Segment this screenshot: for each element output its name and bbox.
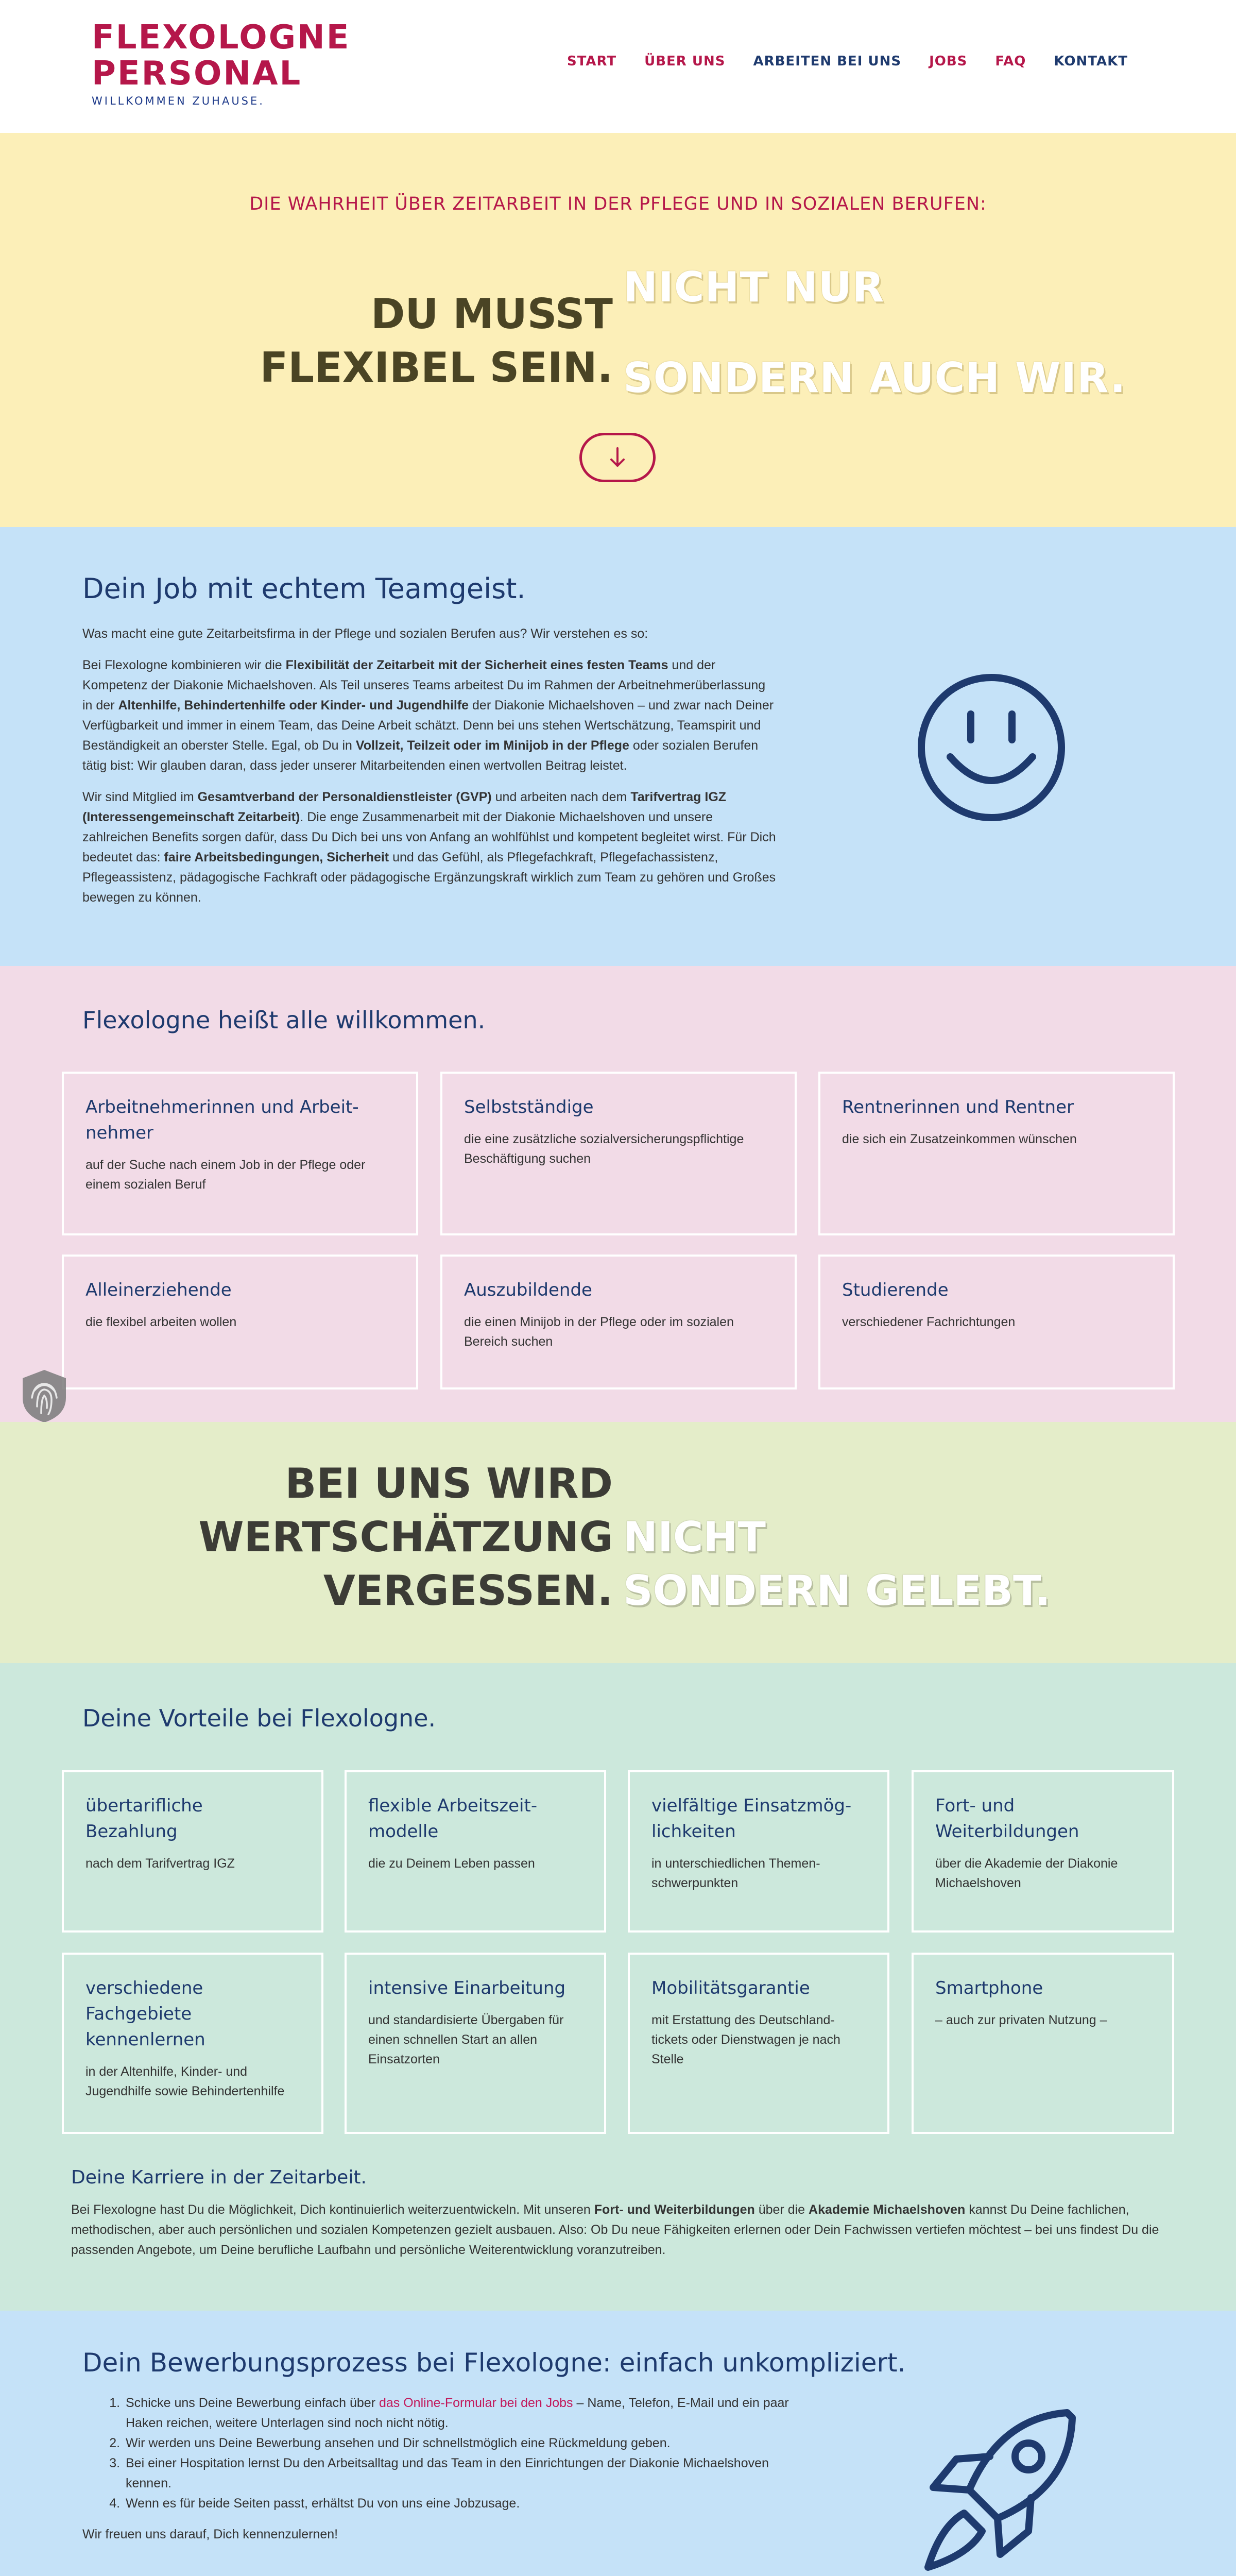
logo-line1: FLEXOLOGNE bbox=[92, 19, 351, 57]
card-title: Arbeitnehmerinnen und Arbeitnehmer bbox=[85, 1097, 359, 1143]
benefit-card bbox=[345, 1953, 606, 2134]
step-item: 3. Bei einer Hospitation lernst Du den Arbeitsalltag und das Team in den Einrichtungen der Diakonie Michaelshoven kennen. bbox=[124, 2453, 793, 2494]
appreciation-right-line1: NICHT bbox=[623, 1513, 766, 1561]
step-item: 1. Schicke uns Deine Bewerbung einfach über das Online-Formular bei den Jobs – Name, Telefon, E-Mail und ein paar Haken reichen, weitere Unterlagen sind noch nicht nötig. bbox=[124, 2393, 793, 2433]
application-section bbox=[0, 2311, 1236, 2576]
career-text: Bei Flexologne hast Du die Möglichkeit, Dich kontinuierlich weiterzuentwickeln. Mit unseren Fort- und Weiterbildungen über die Akademie Michaelshoven kannst Du Deine fachlichen, methodischen, aber auch persönlichen und sozialen Kompetenzen gezielt ausbauen. Also: Ob Du neue Fähigkeiten erlernen oder Dein Fachwissen vertiefen möchtest – bei uns findest Du die passenden Angebote, um Deine berufliche Laufbahn und persönliche Weiterentwicklung voranzutreiben. bbox=[71, 2202, 1159, 2257]
welcome-card bbox=[440, 1255, 797, 1389]
card-text: die einen Minijob in der Pflege oder im sozialen Bereich suchen bbox=[464, 1315, 734, 1349]
welcome-title: Flexologne heißt alle willkommen. bbox=[82, 1006, 486, 1034]
application-steps bbox=[124, 2393, 793, 2514]
card-title: Fort- und Weiterbildungen bbox=[935, 1795, 1079, 1842]
card-text: – auch zur privaten Nutzung – bbox=[935, 2013, 1107, 2027]
benefits-title: Deine Vorteile bei Flexologne. bbox=[82, 1704, 436, 1732]
benefit-card bbox=[62, 1770, 323, 1933]
welcome-section bbox=[0, 966, 1236, 1422]
hero-kicker: DIE WAHRHEIT ÜBER ZEITARBEIT IN DER PFLEGE UND IN SOZIALEN BERUFEN: bbox=[249, 194, 987, 214]
team-intro: Was macht eine gute Zeitarbeitsfirma in der Pflege und sozialen Berufen aus? Wir verstehen es so: bbox=[82, 626, 648, 641]
team-section bbox=[0, 527, 1236, 966]
nav-faq[interactable]: FAQ bbox=[995, 54, 1026, 69]
application-title: Dein Bewerbungsprozess bei Flexologne: einfach unkompliziert. bbox=[82, 2348, 906, 2378]
card-text: in unterschiedlichen Themenschwerpunkten bbox=[651, 1856, 820, 1890]
nav-arbeiten-bei-uns[interactable]: ARBEITEN BEI UNS bbox=[753, 54, 902, 69]
fingerprint-privacy-icon[interactable] bbox=[19, 1368, 70, 1425]
card-title: Smartphone bbox=[935, 1978, 1043, 1998]
logo[interactable] bbox=[92, 20, 359, 117]
benefit-card bbox=[62, 1953, 323, 2134]
nav-ueber-uns[interactable]: ÜBER UNS bbox=[644, 54, 726, 69]
card-title: Rentnerinnen und Rentner bbox=[842, 1097, 1074, 1117]
card-title: übertarifliche Bezahlung bbox=[85, 1795, 203, 1842]
benefit-card bbox=[912, 1770, 1174, 1933]
benefit-card bbox=[628, 1953, 889, 2134]
card-title: Alleinerziehende bbox=[85, 1280, 232, 1300]
appreciation-section bbox=[0, 1422, 1236, 1663]
hero-headline-left bbox=[260, 287, 613, 395]
step-item: 2. Wir werden uns Deine Bewerbung ansehen und Dir schnellstmöglich eine Rückmeldung geben. bbox=[124, 2433, 793, 2453]
benefit-card bbox=[912, 1953, 1174, 2134]
card-text: über die Akademie der Diakonie Michaelshoven bbox=[935, 1856, 1118, 1890]
card-text: die sich ein Zusatzeinkommen wünschen bbox=[842, 1132, 1077, 1146]
welcome-card bbox=[440, 1072, 797, 1235]
arrow-down-icon bbox=[607, 446, 628, 469]
career-title: Deine Karriere in der Zeitarbeit. bbox=[71, 2167, 367, 2188]
welcome-card bbox=[62, 1072, 418, 1235]
scroll-down-button[interactable] bbox=[579, 433, 656, 482]
appreciation-headline-left bbox=[198, 1457, 613, 1618]
appreciation-left-line1: BEI UNS WIRD bbox=[285, 1460, 613, 1507]
card-title: Selbstständige bbox=[464, 1097, 594, 1117]
card-title: verschiedene Fachgebiete kennenlernen bbox=[85, 1978, 205, 2050]
appreciation-right-line2: SONDERN GELEBT. bbox=[623, 1567, 1051, 1615]
hero-right-line2: SONDERN AUCH WIR. bbox=[623, 354, 1126, 402]
card-text: die zu Deinem Leben passen bbox=[368, 1856, 535, 1871]
team-title: Dein Job mit echtem Teamgeist. bbox=[82, 572, 526, 605]
appreciation-left-line3: VERGESSEN. bbox=[323, 1567, 613, 1615]
benefits-section bbox=[0, 1663, 1236, 2311]
card-title: vielfältige Einsatzmöglichkeiten bbox=[651, 1795, 852, 1842]
hero-headline-right bbox=[623, 242, 1126, 423]
logo-heart-x-icon: X bbox=[162, 19, 188, 57]
step-item: 4. Wenn es für beide Seiten passt, erhältst Du von uns eine Jobzusage. bbox=[124, 2494, 793, 2514]
card-title: Mobilitätsgarantie bbox=[651, 1978, 810, 1998]
benefit-card bbox=[345, 1770, 606, 1933]
site-header bbox=[0, 0, 1236, 133]
hero-left-line2: FLEXIBEL SEIN. bbox=[260, 344, 613, 392]
logo-tagline: WILLKOMMEN ZUHAUSE. bbox=[92, 95, 265, 107]
card-title: intensive Einarbeitung bbox=[368, 1978, 566, 1998]
main-nav bbox=[567, 54, 1128, 69]
card-text: die eine zusätzliche sozialversicherungspflichtige Beschäftigung suchen bbox=[464, 1132, 744, 1166]
card-title: Auszubildende bbox=[464, 1280, 592, 1300]
card-text: nach dem Tarifvertrag IGZ bbox=[85, 1856, 235, 1871]
smiley-icon bbox=[914, 670, 1069, 825]
hero-section bbox=[0, 133, 1236, 527]
hero-right-line1: NICHT NUR bbox=[623, 263, 885, 311]
card-text: die flexibel arbeiten wollen bbox=[85, 1315, 237, 1329]
team-body bbox=[82, 624, 778, 919]
welcome-card bbox=[818, 1255, 1175, 1389]
welcome-card bbox=[818, 1072, 1175, 1235]
rocket-icon bbox=[913, 2402, 1083, 2576]
appreciation-left-line2: WERTSCHÄTZUNG bbox=[198, 1513, 613, 1561]
card-title: Studierende bbox=[842, 1280, 949, 1300]
team-paragraph-2: Wir sind Mitglied im Gesamtverband der Personaldienstleister (GVP) und arbeiten nach dem Tarifvertrag IGZ (Interessengemeinschaft Zeitarbeit). Die enge Zusammenarbeit mit der Diakonie Michaelshoven und unsere zahlreichen Benefits sorgen dafür, dass Du Dich bei uns von Anfang an wohlfühlst und kompetent begleitet wirst. Für Dich bedeutet das: faire Arbeitsbedingungen, Sicherheit und das Gefühl, als Pflegefachkraft, Pflegefachassistenz, Pflegeassistenz, pädagogische Fachkraft oder pädagogische Ergänzungskraft wirklich zum Team zu gehören und Großes bewegen zu können. bbox=[82, 790, 776, 905]
nav-jobs[interactable]: JOBS bbox=[929, 54, 968, 69]
card-text: auf der Suche nach einem Job in der Pflege oder einem sozialen Beruf bbox=[85, 1158, 366, 1192]
card-text: und standardisierte Übergaben für einen schnellen Start an allen Einsatzorten bbox=[368, 2013, 564, 2066]
nav-kontakt[interactable]: KONTAKT bbox=[1054, 54, 1128, 69]
card-text: verschiedener Fachrichtungen bbox=[842, 1315, 1016, 1329]
welcome-card bbox=[62, 1255, 418, 1389]
appreciation-headline-right bbox=[623, 1511, 1051, 1618]
card-text: in der Altenhilfe, Kinder- und Jugendhilfe sowie Behindertenhilfe bbox=[85, 2064, 285, 2098]
card-text: mit Erstattung des Deutschlandtickets oder Dienstwagen je nach Stelle bbox=[651, 2013, 840, 2066]
card-title: flexible Arbeitszeitmodelle bbox=[368, 1795, 538, 1842]
hero-left-line1: DU MUSST bbox=[371, 290, 613, 338]
benefit-card bbox=[628, 1770, 889, 1933]
nav-start[interactable]: START bbox=[566, 54, 617, 69]
online-form-link[interactable]: das Online-Formular bei den Jobs bbox=[379, 2396, 573, 2410]
team-paragraph-1: Bei Flexologne kombinieren wir die Flexibilität der Zeitarbeit mit der Sicherheit eines festen Teams und der Kompetenz der Diakonie Michaelshoven. Als Teil unseres Teams arbeitest Du im Rahmen der Arbeitnehmerüberlassung in der Altenhilfe, Behindertenhilfe oder Kinder- und Jugendhilfe der Diakonie Michaelshoven – und zwar nach Deiner Verfügbarkeit und immer in einem Team, das Deine Arbeit schätzt. Denn bei uns stehen Wertschätzung, Teamspirit und Beständigkeit an oberster Stelle. Egal, ob Du in Vollzeit, Teilzeit oder im Minijob in der Pflege oder sozialen Berufen tätig bist: Wir glauben daran, dass jeder unserer Mitarbeitenden einen wertvollen Beitrag leistet. bbox=[82, 658, 774, 773]
application-outro: Wir freuen uns darauf, Dich kennenzulernen! bbox=[82, 2527, 338, 2541]
logo-line2: PERSONAL bbox=[92, 55, 302, 93]
